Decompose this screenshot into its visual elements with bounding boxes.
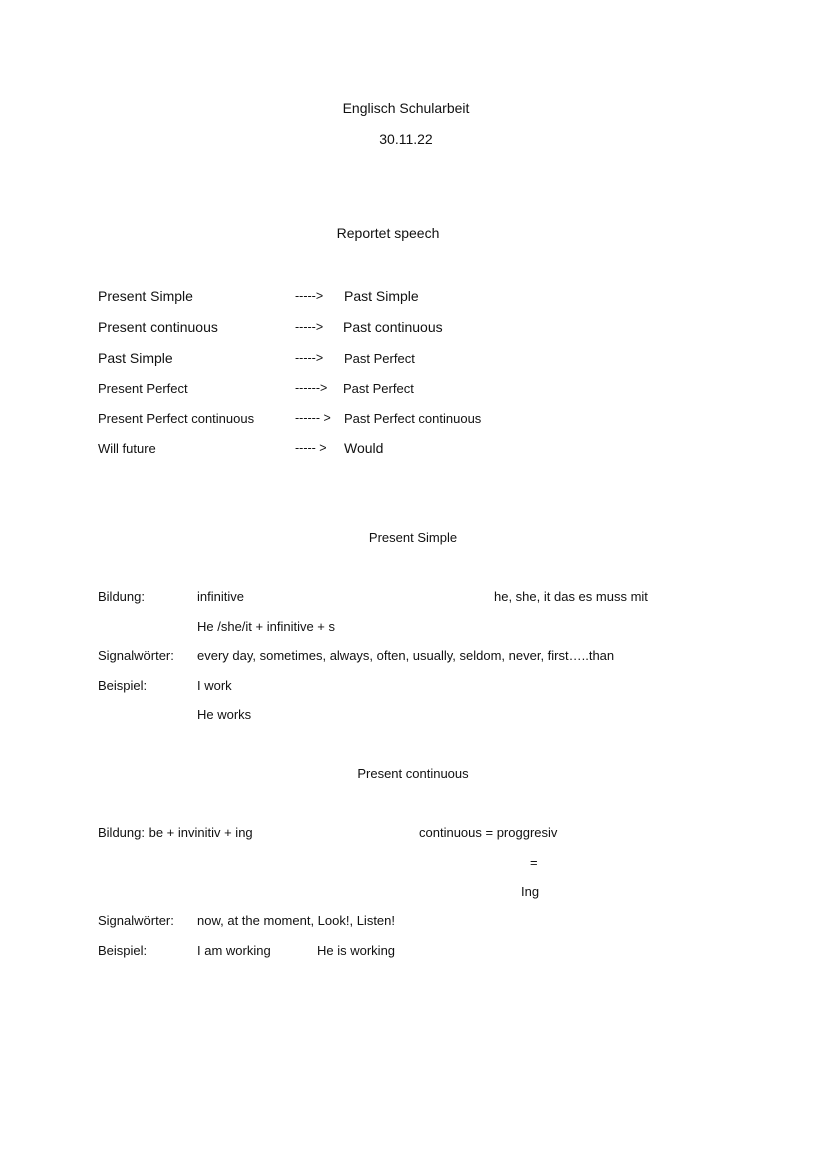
signal-words: every day, sometimes, always, often, usually, seldom, never, first…..than (197, 648, 615, 663)
signal-label: Signalwörter: (98, 913, 174, 928)
continuous-note: Ing (521, 884, 540, 899)
tense-arrow: -----> (295, 351, 324, 365)
tense-from: Past Simple (98, 350, 173, 366)
present-continuous-heading: Present continuous (357, 766, 469, 781)
signal-words: now, at the moment, Look!, Listen! (197, 913, 396, 928)
example-text: I am working (197, 943, 271, 958)
bildung-text: Bildung: be + invinitiv + ing (98, 825, 253, 840)
tense-to: Would (344, 440, 384, 456)
tense-to: Past Perfect continuous (344, 411, 482, 426)
tense-to: Past Simple (344, 288, 419, 304)
tense-from: Present continuous (98, 319, 218, 335)
present-simple-heading: Present Simple (368, 530, 458, 545)
tense-arrow: ------> (295, 381, 328, 395)
continuous-note: = (530, 855, 538, 870)
tense-arrow: -----> (295, 320, 324, 334)
tense-from: Present Perfect (98, 381, 188, 396)
bildung-label: Bildung: (98, 589, 145, 604)
tense-arrow: ------ > (295, 411, 331, 425)
beispiel-label: Beispiel: (98, 943, 148, 958)
tense-to: Past Perfect (344, 351, 415, 366)
document-date: 30.11.22 (379, 131, 433, 147)
continuous-note: continuous = proggresiv (419, 825, 558, 840)
reported-speech-heading: Reportet speech (336, 225, 440, 241)
tense-to: Past continuous (343, 319, 443, 335)
bildung-note: he, she, it das es muss mit (494, 589, 648, 604)
document-title: Englisch Schularbeit (342, 100, 470, 116)
tense-from: Present Perfect continuous (98, 411, 255, 426)
tense-to: Past Perfect (343, 381, 414, 396)
beispiel-label: Beispiel: (98, 678, 148, 693)
tense-arrow: ----- > (295, 441, 327, 455)
example-text: He is working (317, 943, 396, 958)
bildung-text: infinitive (197, 589, 244, 604)
example-text: I work (197, 678, 232, 693)
bildung-text: He /she/it + infinitive + s (197, 619, 336, 634)
tense-from: Present Simple (98, 288, 193, 304)
tense-arrow: -----> (295, 289, 324, 303)
example-text: He works (197, 707, 252, 722)
tense-from: Will future (98, 441, 156, 456)
signal-label: Signalwörter: (98, 648, 174, 663)
